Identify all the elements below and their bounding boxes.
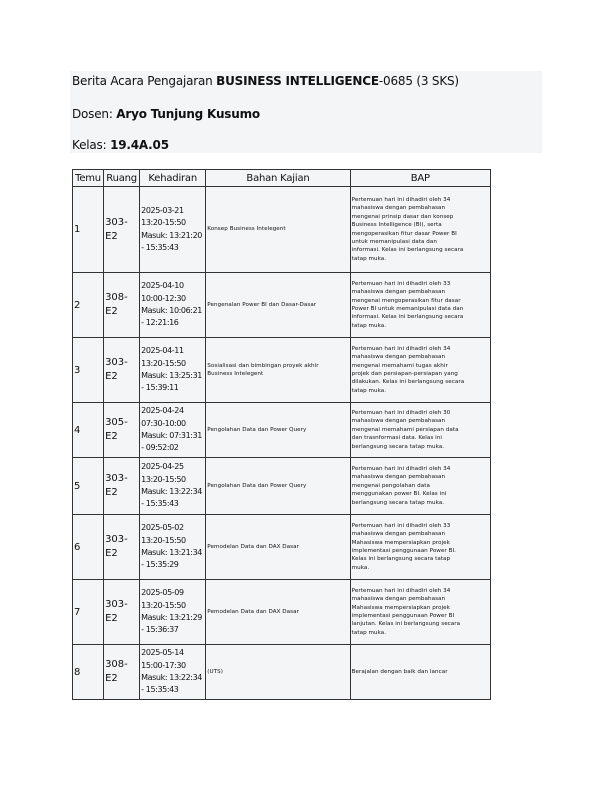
class-line [72,137,169,153]
bap-cell-line: Pertemuan hari ini dihadiri oleh 33 [351,522,451,529]
bap-cell-line: berlangsung secara tatap muka. [351,499,445,506]
bap-cell [350,515,490,580]
attendance-cell-line: - 15:35:29 [141,560,179,570]
attendance-cell-line: Masuk: 13:21:34 [141,548,202,557]
course-suffix: -0685 (3 SKS) [378,74,459,88]
course-prefix: Berita Acara Pengajaran [72,74,217,88]
attendance-cell-line: 15:00-17:30 [141,660,186,670]
material-cell-line: Pengenalan Power BI dan Dasar-Dasar [207,301,317,308]
bap-cell-line: Pertemuan hari ini dihadiri oleh 34 [351,196,451,203]
meeting-number-cell: 4 [73,403,104,458]
bap-cell-line: berlangsung secara tatap muka. [351,443,445,450]
bap-cell-line: mahasiswa dengan pembahasan [351,289,446,296]
material-cell [206,338,350,403]
material-cell [206,515,350,580]
attendance-cell [140,273,206,338]
bap-cell-line: dan trasnformasi data. Kelas ini [351,435,442,442]
room-cell-line: E2 [105,487,118,498]
bap-cell-line: mengenai mengoperasikan fitur dasar [351,297,461,304]
column-header-meeting: Temu [73,170,104,187]
table-row [73,403,491,458]
bap-cell-line: mengoperasikan fitur dasar Power BI [351,230,457,237]
attendance-cell [140,187,206,273]
bap-cell-line: mengenai prinsip dasar dan konsep [351,213,454,220]
bap-cell [350,580,490,645]
bap-cell-line: Pertemuan hari ini dihadiri oleh 33 [351,280,451,287]
attendance-cell [140,645,206,700]
bap-cell-line: mengenai memahami tugas akhir [351,362,448,369]
material-cell-line: Sosialisasi dan bimbingan proyek akhir [207,362,319,369]
room-cell-line: 303- [105,357,128,368]
room-cell-line: E2 [105,230,118,242]
bap-cell-line: Business Intelligence (BI), serta [351,222,442,229]
attendance-cell-line: Masuk: 10:06:21 [141,306,202,315]
attendance-cell-line: - 09:52:02 [141,443,179,453]
room-cell-line: E2 [105,613,118,624]
table-row [73,187,491,273]
attendance-cell-line: 2025-04-25 [141,462,184,472]
attendance-cell-line: - 15:35:43 [141,685,179,695]
material-cell-line: Konsep Business Intelegent [207,226,286,233]
room-cell-line: 303- [105,216,128,228]
table-row [73,580,491,645]
bap-cell-line: Kelas ini berlangsung secara tatap [351,556,451,563]
bap-cell-line: Power BI untuk memanipulasi data dan [351,306,464,312]
bap-cell-line: projek dan persiapan-persiapan yang [351,371,458,377]
meeting-number-cell: 5 [73,458,104,515]
attendance-cell-line: 13:20-15:50 [141,474,186,484]
room-cell [104,645,140,700]
course-title [72,73,459,89]
room-cell [104,338,140,403]
bap-cell-line: Pertemuan hari ini dihadiri oleh 34 [351,465,451,472]
bap-cell-line: lanjutan. Kelas ini berlangsung secara [351,621,461,628]
room-cell-line: 305- [105,417,128,428]
column-header-room: Ruang [104,170,140,187]
material-cell [206,187,350,273]
material-cell-line: (UTS) [207,668,223,675]
class-label: Kelas: [72,138,111,152]
bap-cell-line: Mahasiswa mempersiapkan projek [351,539,450,546]
bap-cell-line: informasi. Kelas ini berlangsung secara [351,314,464,321]
room-cell-line: 308- [105,659,128,670]
bap-cell-line: mahasiswa dengan pembahasan [351,596,446,603]
room-cell [104,273,140,338]
material-cell-line: Pemodelan Data dan DAX Dasar [207,608,299,615]
room-cell [104,458,140,515]
material-cell [206,273,350,338]
bap-cell-line: implementasi penggunaan Power BI [351,613,455,619]
table-row [73,273,491,338]
room-cell [104,187,140,273]
attendance-cell-line: 10:00-12:30 [141,293,186,303]
room-cell-line: 303- [105,534,128,545]
bap-cell [350,403,490,458]
attendance-cell-line: 13:20-15:50 [141,218,186,228]
course-name: BUSINESS INTELLIGENCE [216,74,379,88]
bap-cell-line: mahasiswa dengan pembahasan [351,354,446,361]
attendance-cell-line: 2025-05-14 [141,648,184,658]
room-cell-line: 303- [105,599,128,610]
attendance-cell-line: 2025-04-10 [141,281,184,291]
bap-cell-line: mengenai pengolahan data [351,482,430,489]
material-cell [206,403,350,458]
attendance-cell [140,515,206,580]
bap-cell-line: mahasiswa dengan pembahasan [351,418,446,425]
attendance-cell-line: - 15:36:37 [141,625,179,635]
attendance-cell-line: Masuk: 13:22:34 [141,673,202,682]
bap-cell [350,645,490,700]
attendance-cell-line: 2025-03-21 [141,205,184,215]
room-cell-line: E2 [105,673,118,684]
bap-cell-line: tatap muka. [351,322,387,329]
attendance-cell-line: 13:20-15:50 [141,358,186,368]
meeting-number-cell: 3 [73,338,104,403]
attendance-cell-line: - 15:35:43 [141,499,179,509]
attendance-cell-line: Masuk: 07:31:31 [141,431,202,440]
material-cell [206,458,350,515]
meeting-number-cell: 8 [73,645,104,700]
material-cell-line: Business Intelegent [207,371,264,377]
table-header-row [73,170,491,187]
bap-cell [350,273,490,338]
attendance-cell-line: 13:20-15:50 [141,535,186,545]
attendance-cell-line: 13:20-15:50 [141,600,186,610]
column-header-attendance: Kehadiran [140,170,206,187]
attendance-cell-line: Masuk: 13:21:20 [141,230,202,240]
table-row [73,645,491,700]
attendance-cell-line: - 15:39:11 [141,383,179,393]
class-name: 19.4A.05 [110,138,169,152]
material-cell-line: Pemodelan Data dan DAX Dasar [207,543,299,550]
attendance-cell [140,338,206,403]
room-cell-line: E2 [105,371,118,382]
bap-cell [350,458,490,515]
meeting-number-cell: 2 [73,273,104,338]
bap-cell-line: informasi. Kelas ini berlangsung secara [351,247,464,254]
bap-cell-line: untuk memanipulasi data dan [351,238,437,245]
teaching-record-table [72,169,491,700]
bap-cell-line: dilakukan. Kelas ini berlangsung secara [351,379,465,386]
attendance-cell-line: Masuk: 13:21:29 [141,613,202,622]
material-cell-line: Pengolahan Data dan Power Query [207,426,307,433]
meeting-number-cell: 6 [73,515,104,580]
attendance-cell-line: Masuk: 13:22:34 [141,487,202,496]
bap-cell-line: Pertemuan hari ini dihadiri oleh 30 [351,409,451,416]
attendance-cell [140,403,206,458]
meeting-number-cell: 7 [73,580,104,645]
attendance-cell-line: - 12:21:16 [141,318,179,328]
bap-cell-line: mahasiswa dengan pembahasan [351,474,446,481]
bap-cell-line: Pertemuan hari ini dihadiri oleh 34 [351,345,451,352]
bap-cell-line: mahasiswa dengan pembahasan [351,531,446,538]
attendance-cell [140,580,206,645]
room-cell-line: E2 [105,306,118,317]
attendance-cell-line: 2025-04-11 [141,346,184,356]
attendance-cell-line: 2025-05-02 [141,523,184,533]
material-cell [206,645,350,700]
attendance-cell [140,458,206,515]
lecturer-name: Aryo Tunjung Kusumo [116,107,260,121]
bap-cell-line: tatap muka. [351,387,387,394]
column-header-material: Bahan Kajian [206,170,350,187]
bap-cell-line: mahasiswa dengan pembahasan [351,205,446,212]
bap-cell-line: menggunakan power BI. Kelas ini [351,491,447,498]
attendance-cell-line: 2025-04-24 [141,406,184,416]
attendance-cell-line: Masuk: 13:25:31 [141,371,202,380]
lecturer-line [72,106,260,122]
material-cell [206,580,350,645]
room-cell [104,580,140,645]
material-cell-line: Pengolahan Data dan Power Query [207,482,307,489]
column-header-bap: BAP [350,170,490,187]
bap-cell-line: muka. [351,564,370,571]
meeting-number-cell: 1 [73,187,104,273]
attendance-cell-line: 07:30-10:00 [141,418,186,428]
attendance-cell-line: 2025-05-09 [141,588,184,598]
attendance-cell-line: - 15:35:43 [141,242,179,252]
room-cell-line: E2 [105,431,118,442]
room-cell [104,403,140,458]
room-cell [104,515,140,580]
room-cell-line: 308- [105,292,128,303]
table-row [73,515,491,580]
bap-cell-line: Pertemuan hari ini dihadiri oleh 34 [351,587,451,594]
table-row [73,458,491,515]
table-row [73,338,491,403]
bap-cell [350,187,490,273]
bap-cell-line: mengenai memahami persiapan data [351,426,459,433]
room-cell-line: 303- [105,473,128,484]
room-cell-line: E2 [105,548,118,559]
lecturer-label: Dosen: [72,107,117,121]
bap-cell-line: tatap muka. [351,255,387,262]
bap-cell [350,338,490,403]
bap-cell-line: Mahasiswa mempersiapkan projek [351,604,450,611]
bap-cell-line: Berajalan dengan baik dan lancar [351,668,448,675]
bap-cell-line: implementasi penggunaan Power BI. [351,548,457,554]
bap-cell-line: tatap muka. [351,629,387,636]
